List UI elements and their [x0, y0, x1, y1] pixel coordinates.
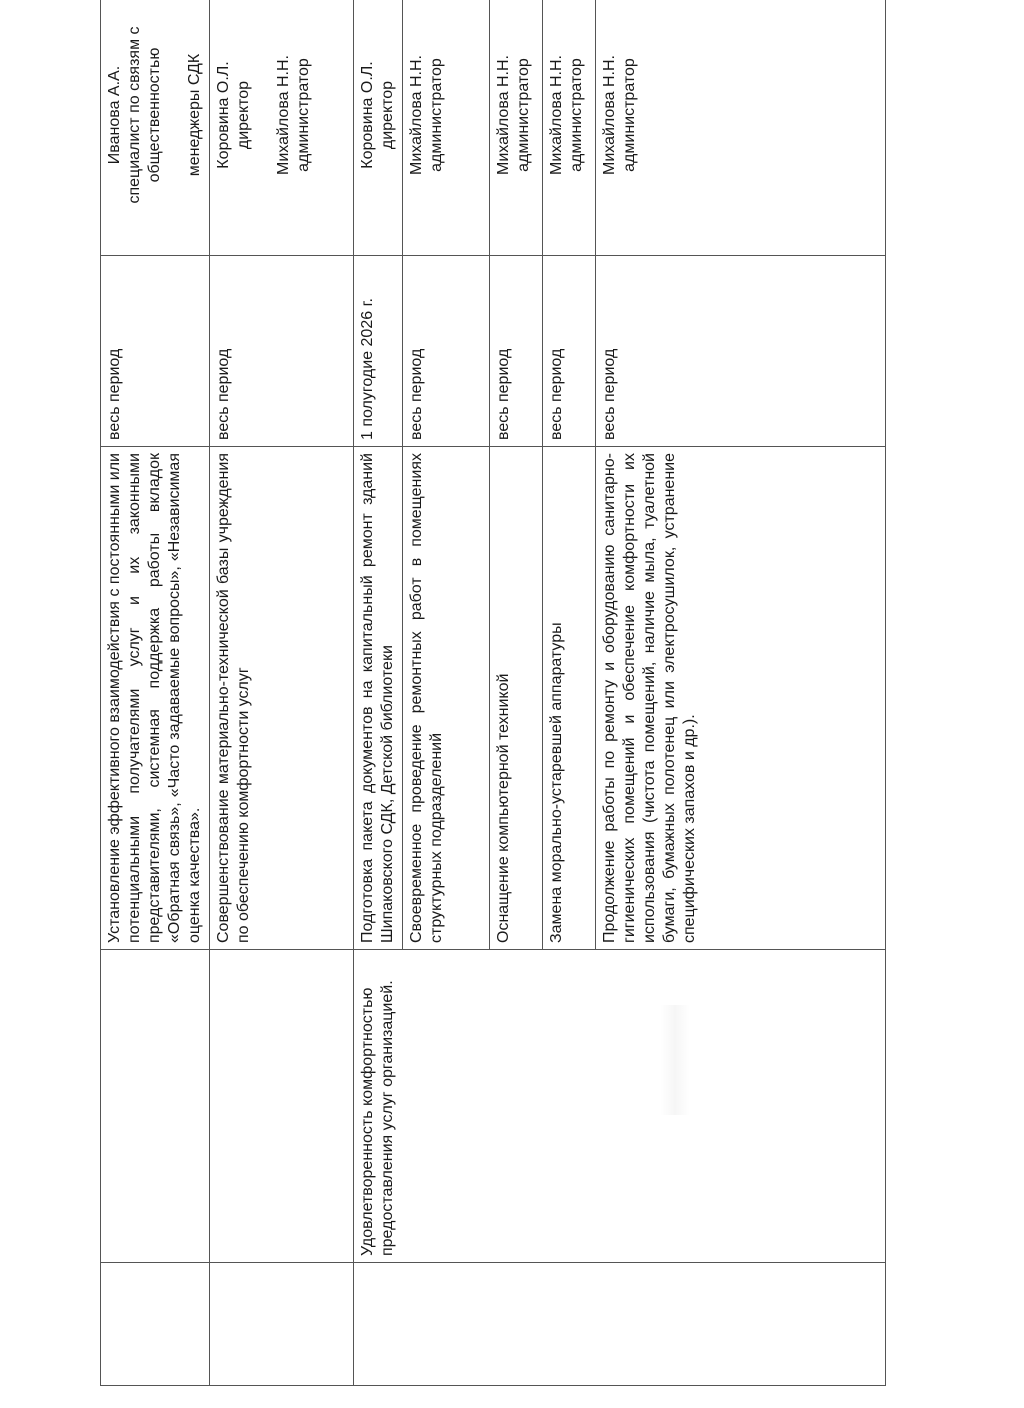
period-cell: весь период — [101, 256, 210, 447]
responsible-name: Михайлова Н.Н. — [408, 55, 425, 175]
measure-cell: Своевременное проведение ремонтных работ в помещениях структурных подразделений — [403, 447, 490, 950]
responsible-position: администратор — [428, 58, 445, 172]
responsible-name: Михайлова Н.Н. — [275, 55, 292, 175]
period-cell: весь период — [596, 256, 886, 447]
measure-cell: Совершенствование материально-технической базы учреждения по обеспечению комфортности услуг — [210, 447, 354, 950]
measure-cell: Продолжение работы по ремонту и оборудованию санитарно-гигиенических помещений и обеспечение комфортности их использования (чистота помещений, наличие мыла, туалетной бумаги, бумажных полотенец или электросушилок, устранение специфических запахов и др.). — [596, 447, 886, 950]
responsible-name: Коровина О.Л. — [359, 61, 376, 169]
measure-cell: Замена морально-устаревшей аппаратуры — [543, 447, 596, 950]
responsible-cell — [101, 0, 210, 256]
period-cell: весь период — [210, 256, 354, 447]
responsible-cell — [543, 0, 596, 256]
responsible-position: администратор — [568, 58, 585, 172]
spacer — [254, 0, 274, 249]
responsible-position: администратор — [295, 58, 312, 172]
blank-cell — [354, 1263, 886, 1386]
responsible-name: менеджеры СДК — [186, 53, 203, 177]
responsible-name: Михайлова Н.Н. — [548, 55, 565, 175]
responsible-position: специалист по связям с общественностью — [126, 26, 163, 204]
responsible-position: администратор — [515, 58, 532, 172]
measure-cell: Оснащение компьютерной техникой — [490, 447, 543, 950]
responsible-position: директор — [379, 80, 396, 150]
indicator-cell: Удовлетворенность комфортностью предоставления услуг организацией. — [354, 950, 886, 1263]
document-page — [100, 26, 886, 1386]
responsible-cell — [596, 0, 886, 256]
responsible-name: Коровина О.Л. — [215, 61, 232, 169]
period-cell: 1 полугодие 2026 г. — [354, 256, 403, 447]
period-cell: весь период — [490, 256, 543, 447]
measure-cell: Установление эффективного взаимодействия с постоянными или потенциальными получателями услуг и их законными представителями, системная поддержка работы вкладок «Обратная связь», «Часто задаваемые вопросы», «Независимая оценка качества». — [101, 447, 210, 950]
responsible-cell — [354, 0, 403, 256]
responsible-cell — [490, 0, 543, 256]
blank-cell — [210, 1263, 354, 1386]
action-plan-table — [100, 0, 886, 1386]
table-row — [101, 0, 210, 1386]
indicator-cell — [210, 950, 354, 1263]
measure-cell: Подготовка пакета документов на капитальный ремонт зданий Шипаковского СДК, Детской библиотеки — [354, 447, 403, 950]
table-row — [354, 0, 403, 1386]
responsible-name: Михайлова Н.Н. — [601, 55, 618, 175]
period-cell: весь период — [543, 256, 596, 447]
indicator-cell — [101, 950, 210, 1263]
table-row — [210, 0, 354, 1386]
blank-cell — [101, 1263, 210, 1386]
spacer — [165, 0, 185, 249]
scan-smudge — [660, 1005, 690, 1115]
responsible-cell — [403, 0, 490, 256]
responsible-name: Иванова А.А. — [106, 65, 123, 165]
responsible-position: администратор — [621, 58, 638, 172]
period-cell: весь период — [403, 256, 490, 447]
responsible-position: директор — [235, 80, 252, 150]
responsible-name: Михайлова Н.Н. — [495, 55, 512, 175]
responsible-cell — [210, 0, 354, 256]
